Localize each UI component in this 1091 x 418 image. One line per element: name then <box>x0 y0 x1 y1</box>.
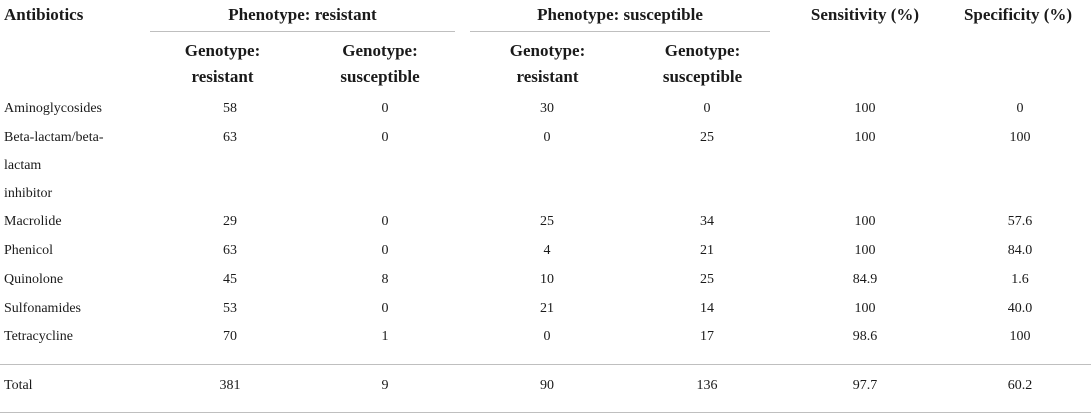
cell-value: 21 <box>700 243 714 258</box>
subheader-genotype-susceptible: Genotype: susceptible <box>340 41 420 86</box>
cell-value: 136 <box>696 378 718 393</box>
cell-value: 40.0 <box>1007 301 1033 316</box>
cell-value: 25 <box>700 272 714 287</box>
table-row <box>0 239 1091 263</box>
table-row <box>0 210 1091 234</box>
phenotype-resistant-rule <box>150 31 455 32</box>
cell-value: 100 <box>854 243 876 258</box>
cell-value: 57.6 <box>1007 214 1033 229</box>
cell-value: 45 <box>223 272 237 287</box>
cell-value: 10 <box>540 272 554 287</box>
cell-value: 97.7 <box>852 378 878 393</box>
cell-value: 0 <box>703 101 711 116</box>
total-rule <box>0 364 1091 365</box>
header-antibiotics: Antibiotics <box>4 5 84 24</box>
subheader-genotype-resistant: Genotype: resistant <box>509 41 586 86</box>
cell-value: 0 <box>381 214 389 229</box>
table-row <box>0 126 1091 206</box>
cell-value: 90 <box>540 378 554 393</box>
cell-value: 0 <box>381 130 389 145</box>
cell-value: 0 <box>543 130 551 145</box>
subheader-genotype-resistant: Genotype: resistant <box>184 41 261 86</box>
cell-value: 100 <box>854 101 876 116</box>
header-specificity: Specificity (%) <box>963 5 1073 24</box>
cell-value: 100 <box>854 301 876 316</box>
header-sensitivity: Sensitivity (%) <box>810 5 920 24</box>
row-name: Beta-lactam/beta- lactam inhibitor <box>4 130 104 201</box>
cell-value: 0 <box>1016 101 1024 116</box>
cell-value: 0 <box>381 243 389 258</box>
cell-value: 1.6 <box>1011 272 1029 287</box>
row-name: Sulfonamides <box>4 301 81 316</box>
cell-value: 4 <box>543 243 551 258</box>
cell-value: 1 <box>381 329 389 344</box>
row-name: Quinolone <box>4 272 64 287</box>
row-name: Phenicol <box>4 243 53 258</box>
row-name: Aminoglycosides <box>4 101 102 116</box>
row-name: Tetracycline <box>4 329 73 344</box>
cell-value: 34 <box>700 214 714 229</box>
total-row <box>0 374 1091 398</box>
subheader-genotype-susceptible: Genotype: susceptible <box>662 41 743 86</box>
cell-value: 60.2 <box>1007 378 1033 393</box>
cell-value: 9 <box>381 378 389 393</box>
row-name: Macrolide <box>4 214 62 229</box>
cell-value: 0 <box>381 301 389 316</box>
cell-value: 98.6 <box>852 329 878 344</box>
cell-value: 100 <box>854 214 876 229</box>
cell-value: 30 <box>540 101 554 116</box>
row-name: Total <box>4 378 33 393</box>
cell-value: 0 <box>381 101 389 116</box>
cell-value: 84.0 <box>1007 243 1033 258</box>
table-row <box>0 97 1091 121</box>
cell-value: 25 <box>700 130 714 145</box>
cell-value: 0 <box>543 329 551 344</box>
cell-value: 70 <box>223 329 237 344</box>
cell-value: 53 <box>223 301 237 316</box>
cell-value: 58 <box>223 101 237 116</box>
table-row <box>0 297 1091 321</box>
cell-value: 100 <box>854 130 876 145</box>
table-row <box>0 325 1091 349</box>
cell-value: 63 <box>223 243 237 258</box>
cell-value: 8 <box>381 272 389 287</box>
cell-value: 100 <box>1009 130 1031 145</box>
header-phenotype-resistant: Phenotype: resistant <box>228 5 377 24</box>
bottom-rule <box>0 412 1091 413</box>
cell-value: 25 <box>540 214 554 229</box>
cell-value: 29 <box>223 214 237 229</box>
cell-value: 381 <box>219 378 241 393</box>
cell-value: 63 <box>223 130 237 145</box>
table-row <box>0 268 1091 292</box>
cell-value: 100 <box>1009 329 1031 344</box>
cell-value: 17 <box>700 329 714 344</box>
cell-value: 14 <box>700 301 714 316</box>
cell-value: 21 <box>540 301 554 316</box>
header-phenotype-susceptible: Phenotype: susceptible <box>537 5 703 24</box>
phenotype-susceptible-rule <box>470 31 770 32</box>
cell-value: 84.9 <box>852 272 878 287</box>
